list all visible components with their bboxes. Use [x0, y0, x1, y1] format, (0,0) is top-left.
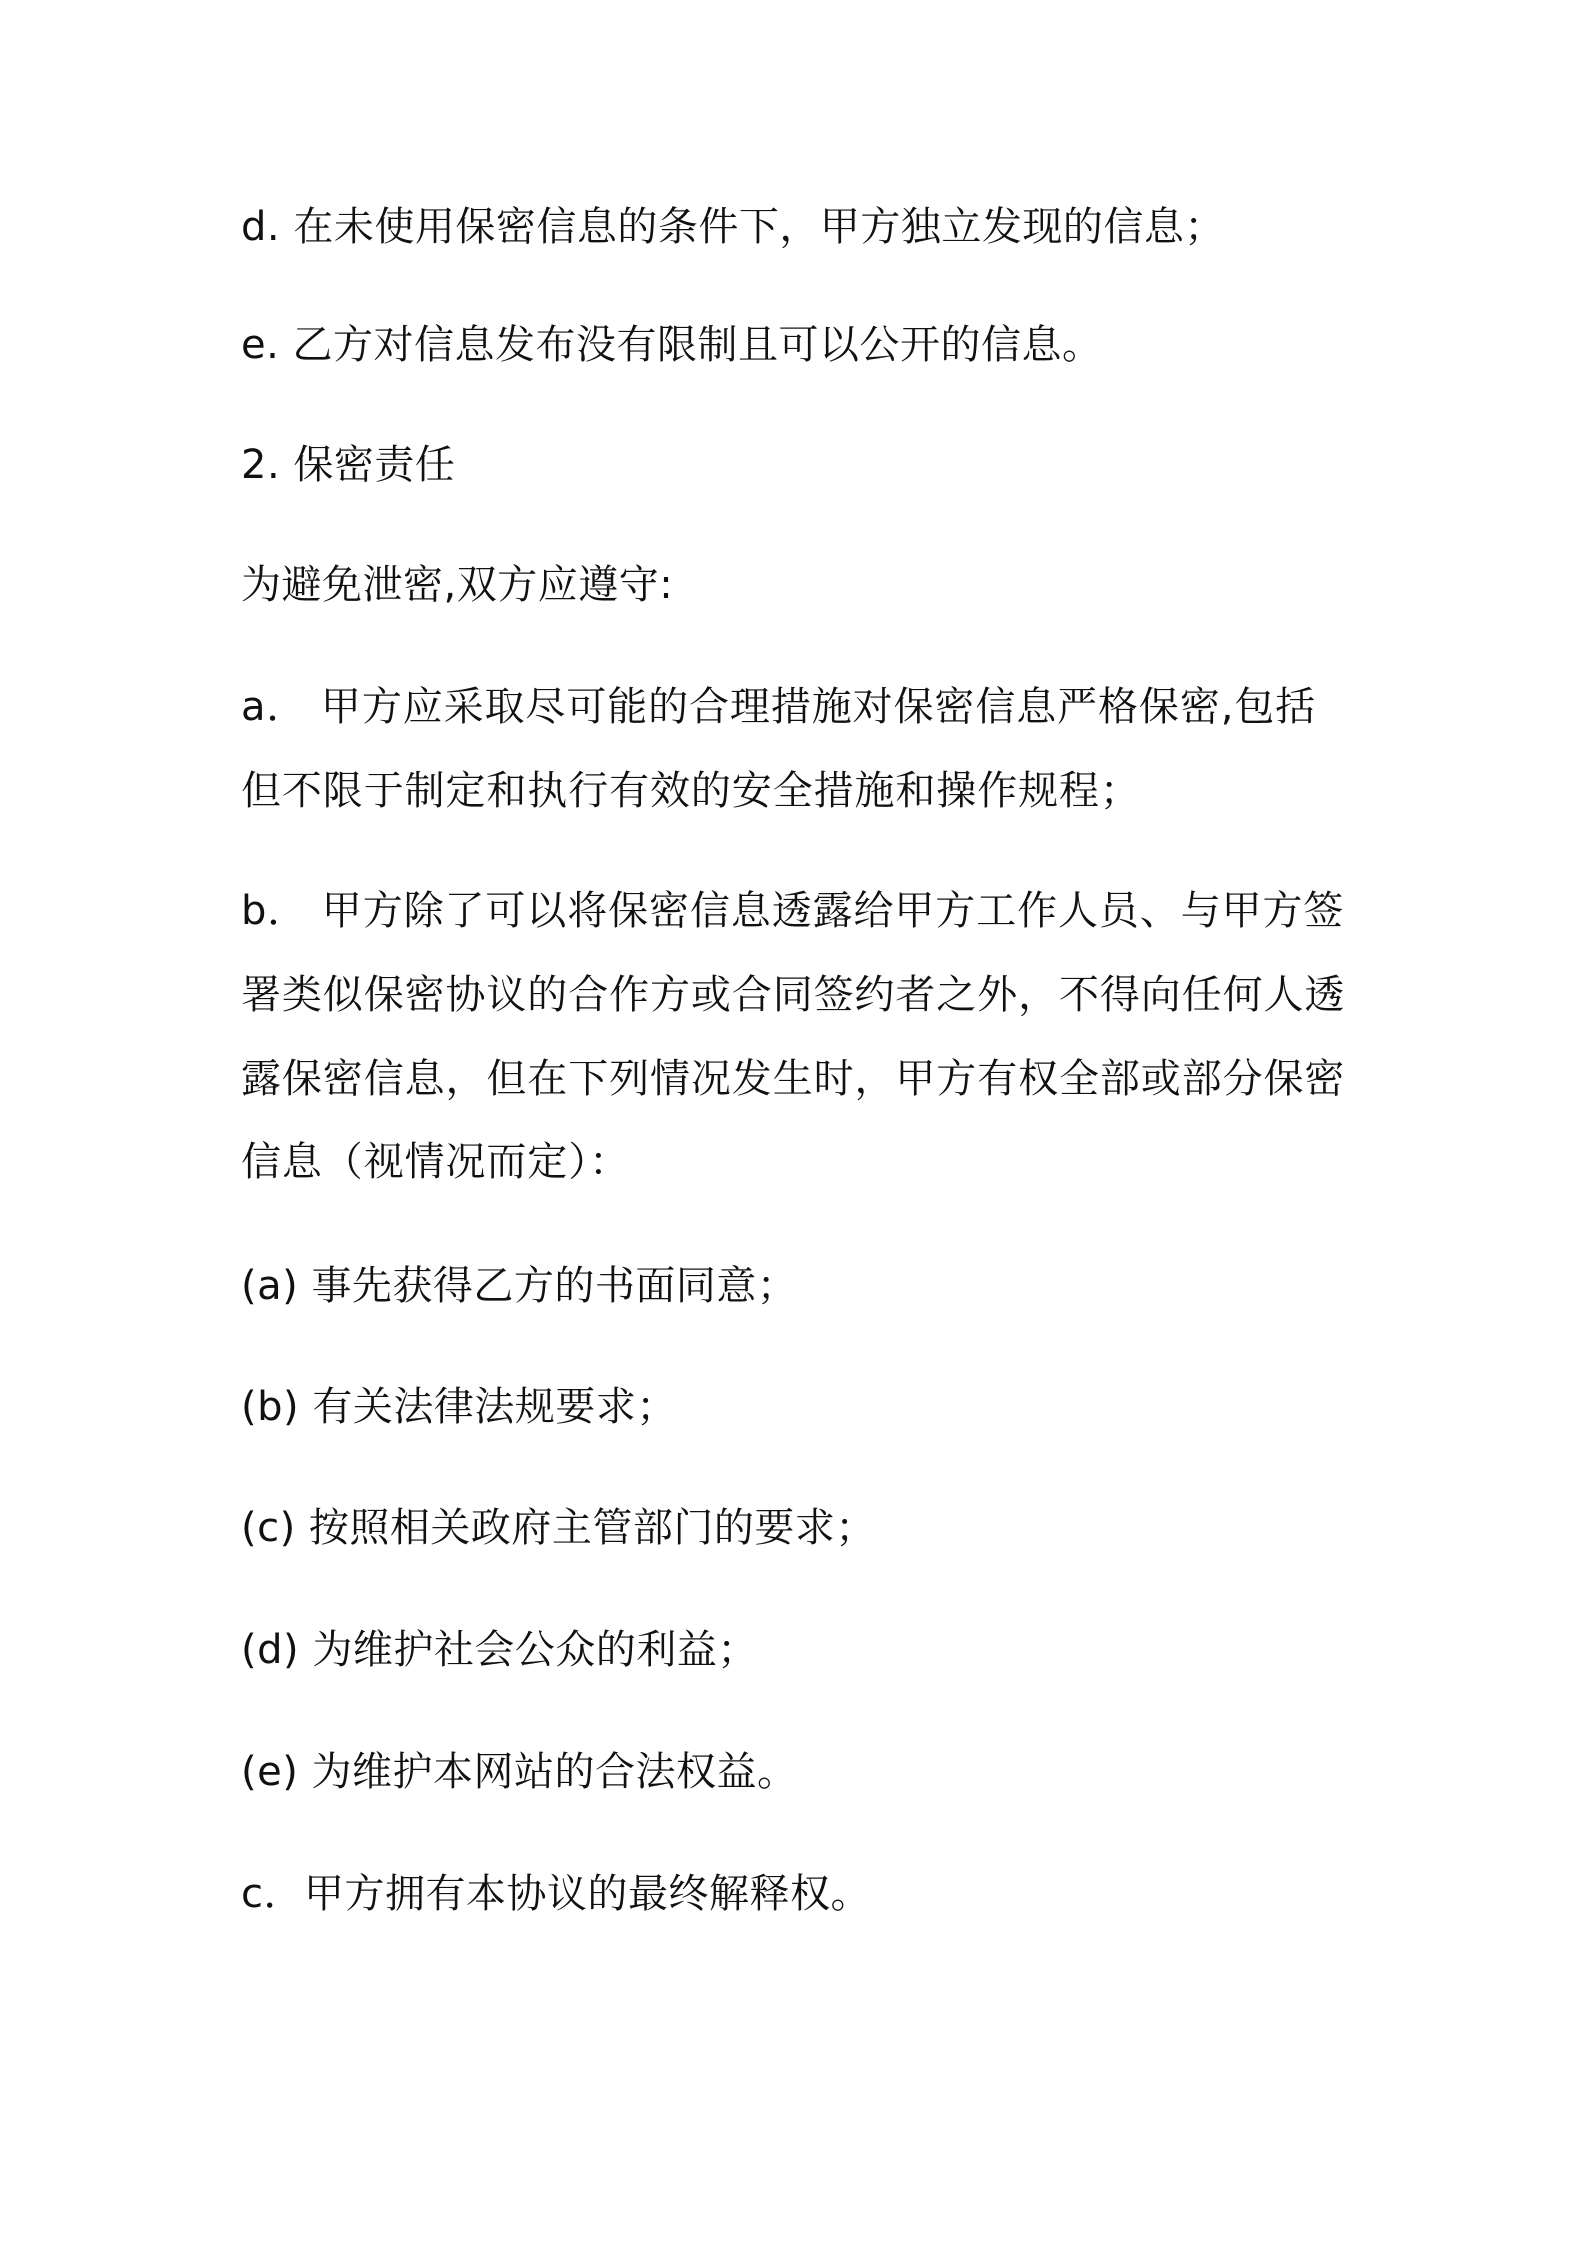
- section-heading: 2. 保密责任: [241, 442, 456, 488]
- clause-d-line: d. 在未使用保密信息的条件下，甲方独立发现的信息；: [241, 204, 1225, 250]
- clause-a-line-2: 但不限于制定和执行有效的安全措施和操作规程；: [241, 768, 1141, 814]
- subclause-d-line: (d) 为维护社会公众的利益；: [241, 1627, 758, 1673]
- clause-c-line: c．甲方拥有本协议的最终解释权。: [241, 1871, 871, 1917]
- clause-b-line-1: b． 甲方除了可以将保密信息透露给甲方工作人员、与甲方签: [241, 888, 1345, 934]
- clause-a-line-1: a． 甲方应采取尽可能的合理措施对保密信息严格保密,包括: [241, 684, 1317, 730]
- clause-e-line: e. 乙方对信息发布没有限制且可以公开的信息。: [241, 322, 1103, 368]
- intro-line: 为避免泄密,双方应遵守:: [241, 562, 674, 608]
- subclause-e-line: (e) 为维护本网站的合法权益。: [241, 1749, 798, 1795]
- subclause-c-line: (c) 按照相关政府主管部门的要求；: [241, 1505, 876, 1551]
- subclause-a-line: (a) 事先获得乙方的书面同意；: [241, 1263, 798, 1309]
- subclause-b-line: (b) 有关法律法规要求；: [241, 1384, 677, 1430]
- clause-b-line-4: 信息（视情况而定）：: [241, 1139, 630, 1185]
- clause-b-line-3: 露保密信息，但在下列情况发生时，甲方有权全部或部分保密: [241, 1056, 1346, 1102]
- clause-b-line-2: 署类似保密协议的合作方或合同签约者之外，不得向任何人透: [241, 972, 1346, 1018]
